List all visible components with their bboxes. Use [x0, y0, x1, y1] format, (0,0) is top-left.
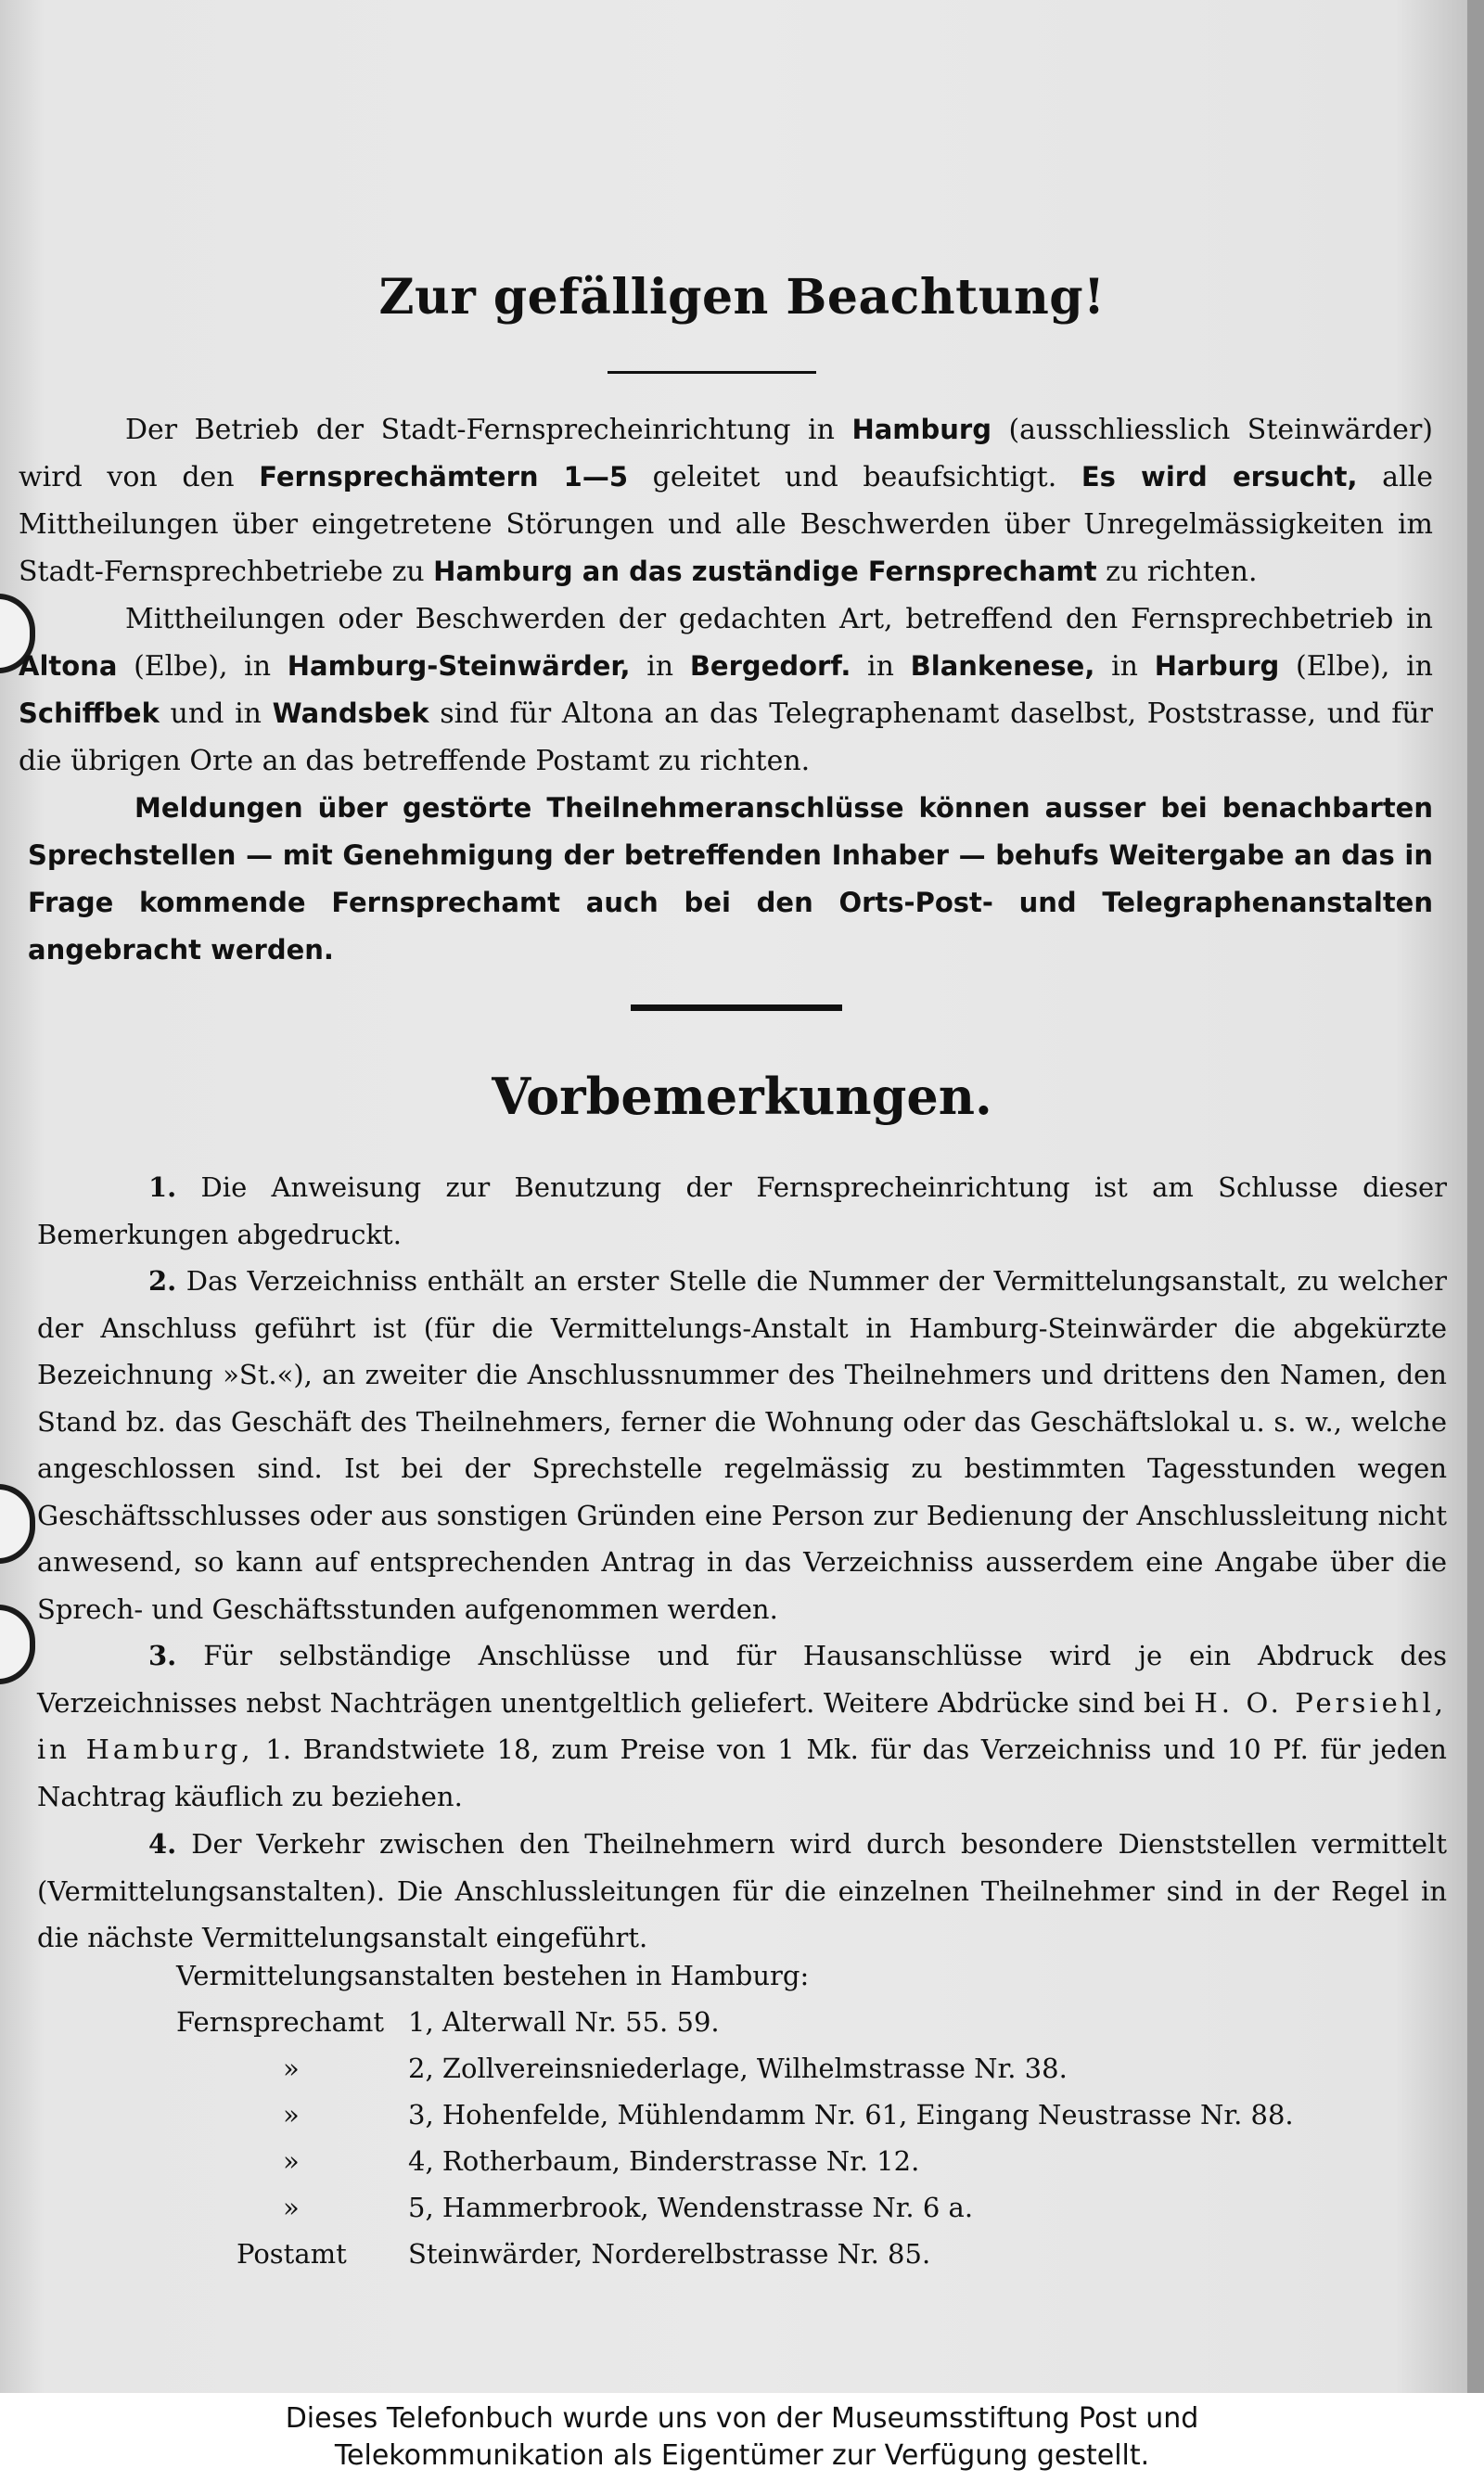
office-label: »	[283, 2053, 300, 2084]
office-label: »	[283, 2099, 300, 2130]
remarks-title: Vorbemerkungen.	[492, 1067, 992, 1126]
punch-hole	[0, 1484, 35, 1564]
remark-4: 4. Der Verkehr zwischen den Theilnehmern wird durch besondere Dienststellen vermittelt (Vermittelungsanstalten). Die Anschlussleitungen für die einzelnen Theilnehmer sind in der Regel in die nächste Vermittelungsanstalt eingeführt.	[37, 1828, 1447, 1953]
notice-paragraph-1: Der Betrieb der Stadt-Fernsprecheinrichtung in Hamburg (ausschliesslich Steinwärder) wird von den Fernsprechämtern 1—5 geleitet und beaufsichtigt. Es wird ersucht, alle Mittheilungen über eingetretene Störungen und alle Beschwerden über Unregelmässigkeiten im Stadt-Fernsprechbetriebe zu Hamburg an das zuständige Fernsprechamt zu richten.	[19, 414, 1433, 588]
office-list-intro: Vermittelungsanstalten bestehen in Hamburg:	[176, 1960, 810, 1991]
notice-title: Zur gefälligen Beachtung!	[378, 269, 1106, 326]
office-row	[176, 2092, 1428, 2138]
notice-paragraph-2: Mittheilungen oder Beschwerden der gedachten Art, betreffend den Fernsprechbetrieb in Altona (Elbe), in Hamburg-Steinwärder, in Bergedorf. in Blankenese, in Harburg (Elbe), in Schiffbek und in Wandsbek sind für Altona an das Telegraphenamt daselbst, Poststrasse, und für die übrigen Orte an das betreffende Postamt zu richten.	[19, 603, 1433, 777]
notice-paragraph-3: Meldungen über gestörte Theilnehmeranschlüsse können ausser bei benachbarten Sprechstellen — mit Genehmigung der betreffenden Inhaber — behufs Weitergabe an das in Frage kommende Fernsprechamt auch bei den Orts-Post- und Telegraphenanstalten angebracht werden.	[28, 792, 1433, 966]
punch-hole	[0, 1605, 35, 1684]
office-address: Zollvereinsniederlage, Wilhelmstrasse Nr. 38.	[441, 2053, 1068, 2084]
footer-line-1: Dieses Telefonbuch wurde uns von der Museumsstiftung Post und	[285, 2402, 1199, 2435]
remark-1: 1. Die Anweisung zur Benutzung der Fernsprecheinrichtung ist am Schlusse dieser Bemerkungen abgedruckt.	[37, 1171, 1447, 1250]
office-row	[176, 2045, 1428, 2092]
office-label: »	[283, 2145, 300, 2177]
office-address: Rotherbaum, Binderstrasse Nr. 12.	[441, 2145, 920, 2177]
office-number: 2,	[408, 2053, 434, 2084]
remark-3: 3. Für selbständige Anschlüsse und für Hausanschlüsse wird je ein Abdruck des Verzeichnisses nebst Nachträgen unentgeltlich geliefert. Weitere Abdrücke sind bei H. O. Persiehl, in Hamburg, 1. Brandstwiete 18, zum Preise von 1 Mk. für das Verzeichniss und 10 Pf. für jeden Nachtrag käuflich zu beziehen.	[37, 1640, 1447, 1812]
office-row	[176, 2184, 1428, 2231]
office-address: Hammerbrook, Wendenstrasse Nr. 6 a.	[441, 2192, 974, 2223]
office-label: Postamt	[237, 2238, 347, 2270]
provenance-footer	[0, 2393, 1484, 2482]
office-list	[176, 1952, 1428, 2277]
office-number: 3,	[408, 2099, 434, 2130]
office-row	[176, 2231, 1428, 2277]
office-row	[176, 2138, 1428, 2184]
office-number: 4,	[408, 2145, 434, 2177]
office-number: 5,	[408, 2192, 434, 2223]
page-edge-shadow	[1467, 0, 1484, 2393]
office-label: »	[283, 2192, 300, 2223]
office-number: 1,	[408, 2006, 434, 2038]
short-divider	[608, 371, 816, 374]
office-row	[176, 1999, 1428, 2045]
remark-2: 2. Das Verzeichniss enthält an erster Stelle die Nummer der Vermittelungsanstalt, zu welcher der Anschluss geführt ist (für die Vermittelungs-Anstalt in Hamburg-Steinwärder die abgekürzte Bezeichnung »St.«), an zweiter die Anschlussnummer des Theilnehmers und drittens den Namen, den Stand bz. das Geschäft des Theilnehmers, ferner die Wohnung oder das Geschäftslokal u. s. w., welche angeschlossen sind. Ist bei der Sprechstelle regelmässig zu bestimmten Tagesstunden wegen Geschäftsschlusses oder aus sonstigen Gründen eine Person zur Bedienung der Anschlussleitung nicht anwesend, so kann auf entsprechenden Antrag in das Verzeichniss ausserdem eine Angabe über die Sprech- und Geschäftsstunden aufgenommen werden.	[37, 1265, 1447, 1625]
footer-line-2: Telekommunikation als Eigentümer zur Verfügung gestellt.	[334, 2439, 1150, 2472]
office-address: Hohenfelde, Mühlendamm Nr. 61, Eingang Neustrasse Nr. 88.	[441, 2099, 1294, 2130]
office-label: Fernsprechamt	[176, 2006, 385, 2038]
office-address: Alterwall Nr. 55. 59.	[441, 2006, 720, 2038]
office-address: Steinwärder, Norderelbstrasse Nr. 85.	[408, 2238, 931, 2270]
thick-divider	[631, 1004, 842, 1011]
